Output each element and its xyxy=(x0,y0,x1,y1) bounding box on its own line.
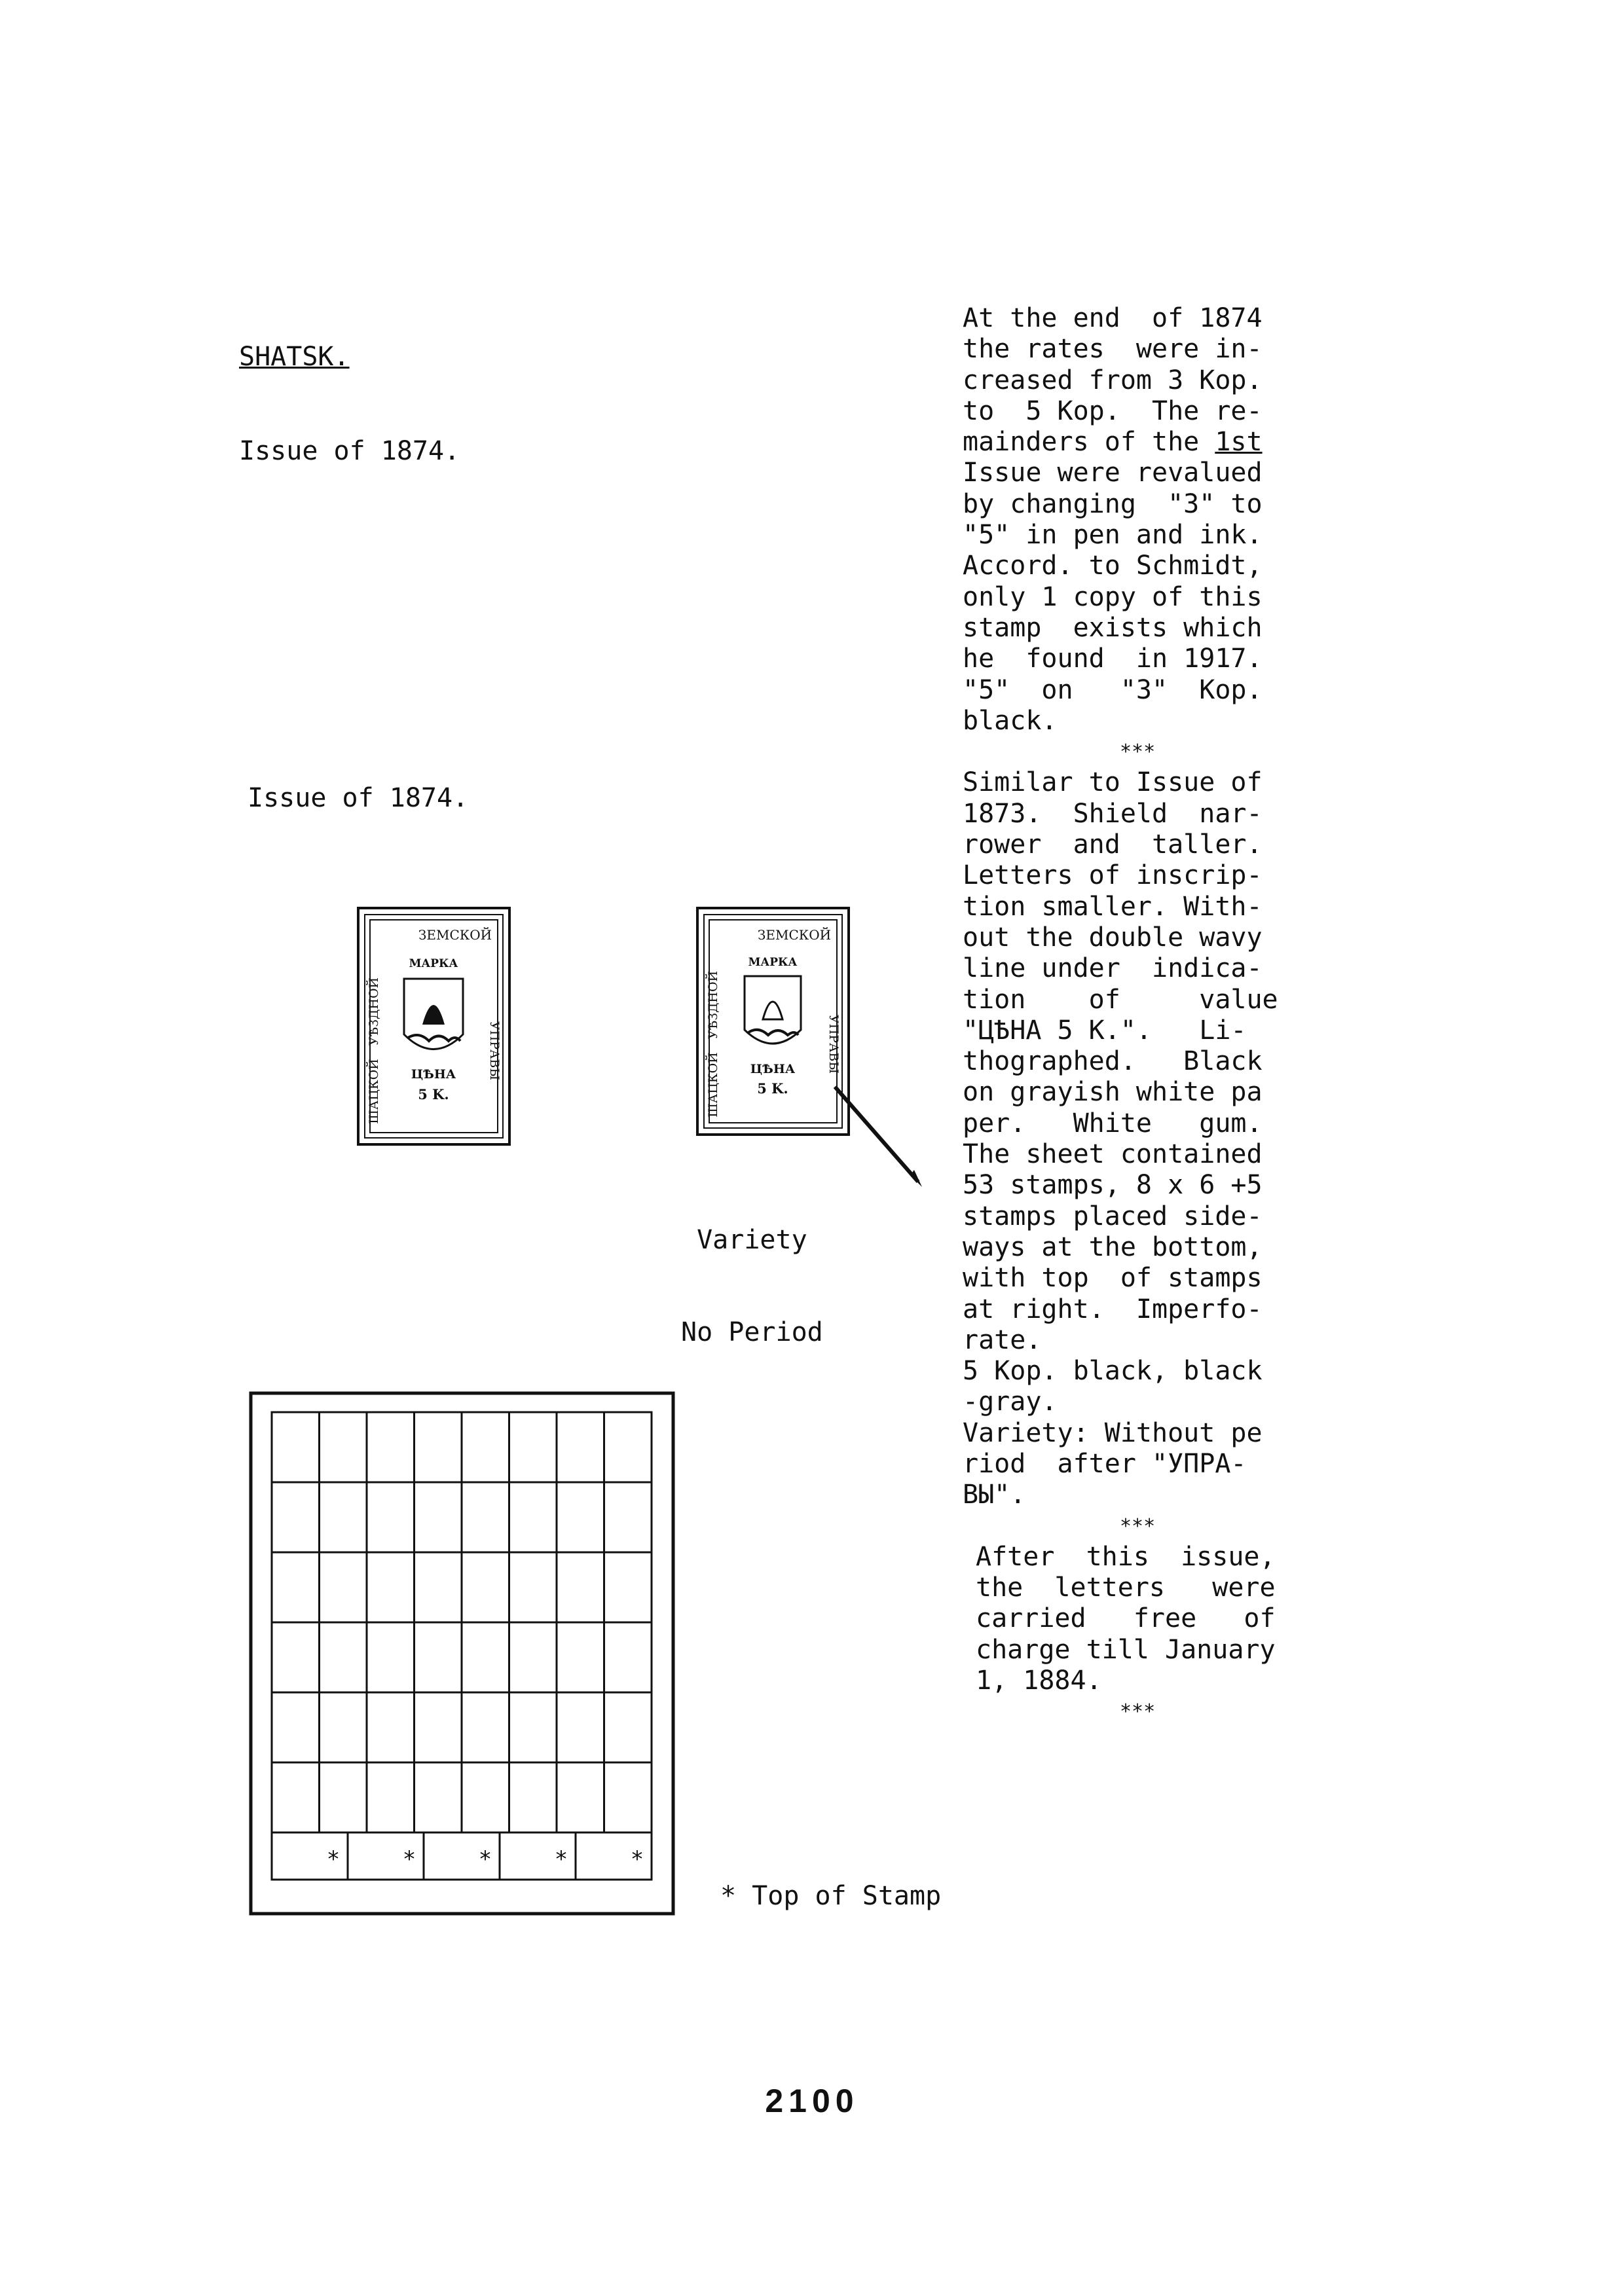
text-line: rower and taller. xyxy=(963,829,1263,860)
text-line: tion smaller. With- xyxy=(963,891,1263,922)
text-line: Letters of inscrip- xyxy=(963,860,1263,891)
stamp-1-right: УПРАВЫ xyxy=(487,1021,502,1081)
sheet-stamp-cell xyxy=(320,1552,367,1622)
text-line: black. xyxy=(963,705,1058,736)
heading-title: SHATSK. xyxy=(239,342,350,372)
sheet-stamp-cell xyxy=(462,1762,509,1832)
text-line: ВЫ". xyxy=(963,1480,1026,1510)
stamp-2-right: УПРАВЫ xyxy=(826,1014,841,1074)
variety-caption xyxy=(681,1163,823,1379)
stamp-2-left: ШАЦКОЙ xyxy=(706,1052,720,1118)
stamp-1-value: 5 K. xyxy=(418,1086,449,1102)
text-line: 5 Kop. black, black xyxy=(963,1356,1263,1387)
sheet-stamp-cell xyxy=(509,1412,557,1482)
sheet-stamp-cell xyxy=(367,1622,415,1692)
sheet-stamp-cell xyxy=(272,1482,320,1552)
underlined-word: 1st xyxy=(1215,427,1263,458)
text-line: -gray. xyxy=(963,1387,1058,1417)
sheet-top-marker: * xyxy=(554,1846,568,1872)
sheet-stamp-cell xyxy=(367,1412,415,1482)
sheet-stamp-cell xyxy=(604,1692,652,1762)
sheet-top-marker: * xyxy=(326,1846,341,1872)
stamp-1-value-label: ЦѢНА xyxy=(411,1067,456,1082)
sheet-stamp-cell xyxy=(462,1482,509,1552)
text-line: 53 stamps, 8 x 6 +5 xyxy=(963,1170,1263,1201)
text-line: The sheet contained xyxy=(963,1139,1263,1170)
sheet-stamp-cell xyxy=(415,1412,462,1482)
sheet-stamp-cell xyxy=(462,1692,509,1762)
sheet-stamp-cell xyxy=(557,1482,604,1552)
sheet-stamp-cell xyxy=(604,1482,652,1552)
sheet-stamp-cell xyxy=(604,1552,652,1622)
stamp-1-shield xyxy=(404,979,463,1049)
sheet-stamp-cell xyxy=(272,1762,320,1832)
sheet-stamp-cell xyxy=(509,1482,557,1552)
text-line: mainders of the 1st xyxy=(963,427,1263,458)
sheet-stamp-cell xyxy=(272,1412,320,1482)
text-line: out the double wavy xyxy=(963,922,1263,953)
text-line: "5" on "3" Kop. xyxy=(963,674,1263,705)
sheet-stamp-cell xyxy=(320,1482,367,1552)
stamp-image-normal xyxy=(357,907,511,1146)
text-line: the letters were xyxy=(976,1573,1276,1603)
sheet-stamp-cell xyxy=(272,1552,320,1622)
separator-stars: *** xyxy=(1120,740,1156,764)
stamp-1-top: ЗЕМСКОЙ xyxy=(418,927,492,943)
description-column xyxy=(963,303,1329,1728)
variety-caption-line1: Variety xyxy=(697,1225,807,1255)
sheet-stamp-cell xyxy=(462,1412,509,1482)
sheet-top-marker: * xyxy=(630,1846,644,1872)
text-line: Similar to Issue of xyxy=(963,767,1263,798)
sheet-stamp-cell xyxy=(557,1692,604,1762)
sheet-stamp-cell xyxy=(462,1552,509,1622)
sheet-stamp-cell xyxy=(415,1762,462,1832)
heading-subtitle: Issue of 1874. xyxy=(239,436,460,466)
sheet-stamp-cell xyxy=(604,1412,652,1482)
sheet-stamp-cell xyxy=(557,1552,604,1622)
variety-pointer-line xyxy=(832,1084,923,1188)
stamp-image-variety xyxy=(696,907,850,1136)
text-line: Variety: Without pe xyxy=(963,1417,1263,1448)
sheet-stamp-cell xyxy=(367,1552,415,1622)
text-line: charge till January xyxy=(976,1634,1276,1665)
variety-caption-line2: No Period xyxy=(681,1317,823,1347)
text-line: by changing "3" to xyxy=(963,488,1263,519)
sheet-stamp-cell xyxy=(509,1552,557,1622)
text-line: to 5 Kop. The re- xyxy=(963,395,1263,426)
sheet-layout-diagram xyxy=(249,1391,678,1918)
sheet-stamp-cell xyxy=(415,1622,462,1692)
sheet-stamp-cell xyxy=(320,1622,367,1692)
sheet-stamp-cell xyxy=(415,1692,462,1762)
text-line: line under indica- xyxy=(963,953,1263,984)
stamp-2-top: ЗЕМСКОЙ xyxy=(757,927,832,943)
text-line: only 1 copy of this xyxy=(963,581,1263,612)
text-line: riod after "УПРА- xyxy=(963,1448,1247,1479)
sheet-stamp-cell xyxy=(320,1692,367,1762)
text-line: 1, 1884. xyxy=(976,1666,1102,1696)
stamp-1-top-left: УѢЗДНОЙ xyxy=(367,977,381,1046)
sheet-stamp-cell xyxy=(557,1412,604,1482)
stamp-2-value: 5 K. xyxy=(757,1080,788,1097)
text-line: "ЦѢНА 5 K.". Li- xyxy=(963,1015,1247,1046)
text-line: stamp exists which xyxy=(963,612,1263,643)
sheet-stamp-cell xyxy=(272,1692,320,1762)
text-line: the rates were in- xyxy=(963,334,1263,365)
legend-top-of-stamp: * Top of Stamp xyxy=(720,1881,942,1911)
sheet-stamp-cell xyxy=(509,1692,557,1762)
sheet-stamp-cell xyxy=(272,1622,320,1692)
heading-block xyxy=(239,278,460,498)
text-line: carried free of xyxy=(976,1603,1276,1634)
sheet-stamp-cell xyxy=(320,1762,367,1832)
section-title: Issue of 1874. xyxy=(248,783,469,813)
text-line: Accord. to Schmidt, xyxy=(963,551,1263,581)
text-line: ways at the bottom, xyxy=(963,1231,1263,1262)
separator-stars: *** xyxy=(1120,1514,1156,1538)
text-line: At the end of 1874 xyxy=(963,303,1263,333)
sheet-stamp-cell xyxy=(604,1622,652,1692)
text-line: he found in 1917. xyxy=(963,644,1263,674)
text-line: at right. Imperfo- xyxy=(963,1294,1263,1324)
text-line: rate. xyxy=(963,1324,1042,1355)
sheet-top-marker: * xyxy=(402,1846,416,1872)
sheet-stamp-cell xyxy=(557,1622,604,1692)
stamp-2-value-label: ЦѢНА xyxy=(750,1062,796,1076)
text-line: After this issue, xyxy=(976,1541,1276,1572)
sheet-stamp-cell xyxy=(509,1622,557,1692)
sheet-stamp-cell xyxy=(320,1412,367,1482)
text-line: thographed. Black xyxy=(963,1046,1263,1077)
text-line: "5" in pen and ink. xyxy=(963,520,1263,551)
sheet-top-marker: * xyxy=(478,1846,492,1872)
sheet-stamp-cell xyxy=(367,1762,415,1832)
text-line: Issue were revalued xyxy=(963,458,1263,488)
stamp-1-left: ШАЦКОЙ xyxy=(367,1059,381,1124)
text-line: stamps placed side- xyxy=(963,1201,1263,1231)
text-line: with top of stamps xyxy=(963,1263,1263,1294)
page-number: 2100 xyxy=(765,2083,859,2119)
sheet-stamp-cell xyxy=(509,1762,557,1832)
text-line: tion of value xyxy=(963,984,1278,1015)
text-line: 1873. Shield nar- xyxy=(963,798,1263,829)
separator-stars: *** xyxy=(1120,1700,1156,1724)
text-line: creased from 3 Kop. xyxy=(963,365,1263,395)
sheet-stamp-cell xyxy=(462,1622,509,1692)
sheet-stamp-cell xyxy=(367,1692,415,1762)
sheet-stamp-cell xyxy=(415,1552,462,1622)
stamp-2-top-left: УѢЗДНОЙ xyxy=(706,970,720,1040)
sheet-stamp-cell xyxy=(557,1762,604,1832)
stamp-2-label: МАРКА xyxy=(748,956,798,969)
text-line: on grayish white pa xyxy=(963,1077,1263,1108)
stamp-1-label: МАРКА xyxy=(409,957,458,970)
sheet-stamp-cell xyxy=(604,1762,652,1832)
sheet-stamp-cell xyxy=(367,1482,415,1552)
sheet-stamp-cell xyxy=(415,1482,462,1552)
stamp-2-shield xyxy=(745,976,801,1044)
text-line: per. White gum. xyxy=(963,1108,1263,1139)
